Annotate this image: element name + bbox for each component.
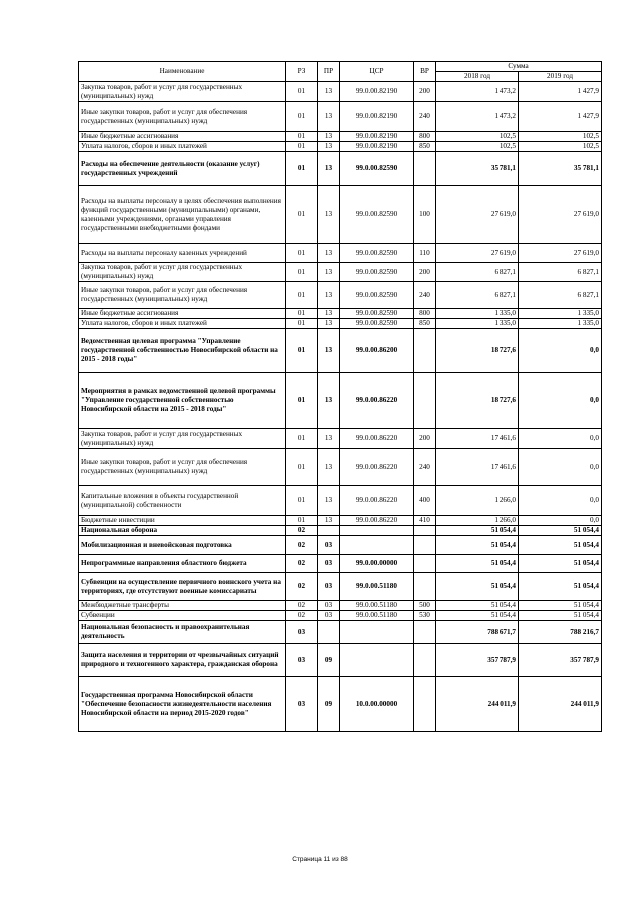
row-pr: 03	[318, 536, 340, 555]
table-row	[79, 611, 602, 621]
row-2019: 6 827,1	[519, 282, 602, 309]
row-csr: 99.0.00.82590	[340, 244, 414, 263]
row-2019: 1 427,9	[519, 82, 602, 102]
row-2018: 18 727,6	[436, 329, 519, 373]
row-2018: 27 619,0	[436, 244, 519, 263]
row-2019: 244 011,9	[519, 677, 602, 732]
row-vr	[414, 555, 436, 573]
row-vr	[414, 526, 436, 536]
row-2019: 51 054,4	[519, 573, 602, 601]
table-row	[79, 486, 602, 516]
row-name: Расходы на обеспечение деятельности (оказание услуг) государственных учреждений	[79, 152, 286, 186]
row-vr: 850	[414, 142, 436, 152]
table-row	[79, 516, 602, 526]
row-2018: 51 054,4	[436, 601, 519, 611]
row-rz: 01	[286, 186, 318, 244]
row-name: Защита населения и территории от чрезвычайных ситуаций природного и техногенного характера, гражданская оборона	[79, 644, 286, 677]
header-2019: 2019 год	[519, 72, 602, 82]
row-name: Расходы на выплаты персоналу казенных учреждений	[79, 244, 286, 263]
row-rz: 01	[286, 329, 318, 373]
table-row	[79, 429, 602, 449]
row-2018: 1 473,2	[436, 102, 519, 132]
table-row	[79, 573, 602, 601]
row-rz: 01	[286, 282, 318, 309]
row-2019: 1 335,0	[519, 319, 602, 329]
row-2018: 788 671,7	[436, 621, 519, 644]
row-vr: 800	[414, 132, 436, 142]
row-pr: 13	[318, 263, 340, 282]
row-rz: 03	[286, 621, 318, 644]
table-row	[79, 621, 602, 644]
row-2019: 51 054,4	[519, 601, 602, 611]
row-2018: 51 054,4	[436, 526, 519, 536]
header-sum: Сумма	[436, 62, 602, 72]
row-csr: 99.0.00.82190	[340, 142, 414, 152]
row-name: Иные бюджетные ассигнования	[79, 309, 286, 319]
row-rz: 01	[286, 516, 318, 526]
row-rz: 02	[286, 526, 318, 536]
row-2018: 1 266,0	[436, 516, 519, 526]
row-2018: 1 473,2	[436, 82, 519, 102]
row-name: Уплата налогов, сборов и иных платежей	[79, 142, 286, 152]
row-rz: 01	[286, 82, 318, 102]
row-csr: 10.0.00.00000	[340, 677, 414, 732]
table-row	[79, 152, 602, 186]
row-csr: 99.0.00.82590	[340, 309, 414, 319]
table-row	[79, 82, 602, 102]
row-2018: 17 461,6	[436, 429, 519, 449]
row-2019: 51 054,4	[519, 536, 602, 555]
row-vr: 100	[414, 186, 436, 244]
row-csr	[340, 644, 414, 677]
row-2018: 102,5	[436, 132, 519, 142]
row-name: Расходы на выплаты персоналу в целях обеспечения выполнения функций государственными (муниципальными) органами, казенными учреждениями, органами управления государственными внебюджетными фондами	[79, 186, 286, 244]
row-2019: 0,0	[519, 429, 602, 449]
row-csr: 99.0.00.82190	[340, 102, 414, 132]
row-2019: 1 335,0	[519, 309, 602, 319]
row-csr: 99.0.00.51180	[340, 573, 414, 601]
row-csr: 99.0.00.51180	[340, 611, 414, 621]
row-pr: 03	[318, 555, 340, 573]
row-pr: 13	[318, 186, 340, 244]
row-csr: 99.0.00.86220	[340, 486, 414, 516]
table-row	[79, 244, 602, 263]
table-row	[79, 132, 602, 142]
row-vr	[414, 677, 436, 732]
header-csr: ЦСР	[340, 62, 414, 82]
budget-table	[78, 61, 602, 732]
row-name: Иные закупки товаров, работ и услуг для обеспечения государственных (муниципальных) нужд	[79, 449, 286, 486]
row-name: Иные закупки товаров, работ и услуг для обеспечения государственных (муниципальных) нужд	[79, 102, 286, 132]
row-rz: 01	[286, 449, 318, 486]
row-2019: 0,0	[519, 373, 602, 429]
row-2018: 51 054,4	[436, 555, 519, 573]
row-vr: 240	[414, 449, 436, 486]
row-2019: 0,0	[519, 516, 602, 526]
row-csr: 99.0.00.82190	[340, 132, 414, 142]
row-name: Бюджетные инвестиции	[79, 516, 286, 526]
row-2019: 102,5	[519, 132, 602, 142]
row-pr: 13	[318, 244, 340, 263]
row-vr: 240	[414, 102, 436, 132]
row-2018: 51 054,4	[436, 536, 519, 555]
table-row	[79, 142, 602, 152]
row-2018: 17 461,6	[436, 449, 519, 486]
row-name: Закупка товаров, работ и услуг для государственных (муниципальных) нужд	[79, 429, 286, 449]
header-pr: ПР	[318, 62, 340, 82]
row-vr: 530	[414, 611, 436, 621]
row-2018: 51 054,4	[436, 611, 519, 621]
row-name: Непрограммные направления областного бюджета	[79, 555, 286, 573]
row-vr	[414, 644, 436, 677]
row-vr: 200	[414, 429, 436, 449]
row-2019: 35 781,1	[519, 152, 602, 186]
row-vr: 800	[414, 309, 436, 319]
row-csr	[340, 536, 414, 555]
row-rz: 02	[286, 555, 318, 573]
row-name: Национальная оборона	[79, 526, 286, 536]
header-2018: 2018 год	[436, 72, 519, 82]
row-name: Закупка товаров, работ и услуг для государственных (муниципальных) нужд	[79, 263, 286, 282]
row-csr: 99.0.00.86220	[340, 516, 414, 526]
row-rz: 01	[286, 263, 318, 282]
table-row	[79, 644, 602, 677]
row-2018: 1 266,0	[436, 486, 519, 516]
row-csr: 99.0.00.86220	[340, 449, 414, 486]
row-csr: 99.0.00.82590	[340, 186, 414, 244]
row-2019: 0,0	[519, 449, 602, 486]
table-row	[79, 677, 602, 732]
row-vr: 400	[414, 486, 436, 516]
row-pr: 13	[318, 102, 340, 132]
row-vr	[414, 152, 436, 186]
row-2019: 0,0	[519, 486, 602, 516]
row-2019: 27 619,0	[519, 244, 602, 263]
row-2018: 51 054,4	[436, 573, 519, 601]
row-csr	[340, 526, 414, 536]
table-row	[79, 102, 602, 132]
row-name: Уплата налогов, сборов и иных платежей	[79, 319, 286, 329]
table-body	[79, 82, 602, 732]
row-rz: 01	[286, 152, 318, 186]
row-name: Закупка товаров, работ и услуг для государственных (муниципальных) нужд	[79, 82, 286, 102]
row-2018: 35 781,1	[436, 152, 519, 186]
row-name: Мероприятия в рамках ведомственной целевой программы "Управление государственной собственностью Новосибирской области на 2015 - 2018 годы"	[79, 373, 286, 429]
row-vr: 200	[414, 263, 436, 282]
table-row	[79, 601, 602, 611]
row-pr: 13	[318, 142, 340, 152]
row-csr: 99.0.00.86220	[340, 373, 414, 429]
row-pr: 03	[318, 573, 340, 601]
table-row	[79, 282, 602, 309]
row-vr	[414, 621, 436, 644]
header-rz: РЗ	[286, 62, 318, 82]
row-pr: 13	[318, 329, 340, 373]
row-pr: 13	[318, 282, 340, 309]
row-csr: 99.0.00.82190	[340, 82, 414, 102]
row-2019: 1 427,9	[519, 102, 602, 132]
row-vr: 240	[414, 282, 436, 309]
row-name: Иные бюджетные ассигнования	[79, 132, 286, 142]
row-2019: 357 787,9	[519, 644, 602, 677]
row-pr: 03	[318, 601, 340, 611]
row-vr	[414, 329, 436, 373]
row-vr: 110	[414, 244, 436, 263]
row-vr: 410	[414, 516, 436, 526]
table-row	[79, 263, 602, 282]
row-rz: 01	[286, 244, 318, 263]
row-vr	[414, 373, 436, 429]
row-csr: 99.0.00.82590	[340, 319, 414, 329]
row-pr: 13	[318, 82, 340, 102]
row-csr: 99.0.00.51180	[340, 601, 414, 611]
row-rz: 01	[286, 373, 318, 429]
row-rz: 01	[286, 486, 318, 516]
row-pr: 13	[318, 516, 340, 526]
row-rz: 01	[286, 319, 318, 329]
row-pr: 13	[318, 486, 340, 516]
row-name: Ведомственная целевая программа "Управление государственной собственностью Новосибирской области на 2015 - 2018 годы"	[79, 329, 286, 373]
row-2019: 51 054,4	[519, 526, 602, 536]
row-pr: 13	[318, 373, 340, 429]
row-pr: 13	[318, 309, 340, 319]
row-name: Иные закупки товаров, работ и услуг для обеспечения государственных (муниципальных) нужд	[79, 282, 286, 309]
table-row	[79, 319, 602, 329]
row-2018: 1 335,0	[436, 309, 519, 319]
row-name: Субвенции на осуществление первичного воинского учета на территориях, где отсутствуют военные комиссариаты	[79, 573, 286, 601]
row-rz: 03	[286, 644, 318, 677]
row-2019: 6 827,1	[519, 263, 602, 282]
header-vr: ВР	[414, 62, 436, 82]
row-csr: 99.0.00.86220	[340, 429, 414, 449]
row-rz: 02	[286, 536, 318, 555]
table-row	[79, 329, 602, 373]
row-vr: 200	[414, 82, 436, 102]
row-name: Капитальные вложения в объекты государственной (муниципальной) собственности	[79, 486, 286, 516]
table-row	[79, 555, 602, 573]
row-2019: 788 216,7	[519, 621, 602, 644]
row-rz: 01	[286, 102, 318, 132]
row-2019: 102,5	[519, 142, 602, 152]
row-rz: 02	[286, 601, 318, 611]
row-2018: 357 787,9	[436, 644, 519, 677]
row-csr: 99.0.00.82590	[340, 152, 414, 186]
row-2019: 51 054,4	[519, 611, 602, 621]
row-csr: 99.0.00.82590	[340, 282, 414, 309]
row-rz: 02	[286, 573, 318, 601]
row-csr	[340, 621, 414, 644]
row-2018: 18 727,6	[436, 373, 519, 429]
row-vr: 500	[414, 601, 436, 611]
table-row	[79, 186, 602, 244]
table-row	[79, 309, 602, 319]
table-row	[79, 536, 602, 555]
table-row	[79, 526, 602, 536]
row-rz: 01	[286, 309, 318, 319]
row-vr	[414, 573, 436, 601]
row-vr	[414, 536, 436, 555]
row-rz: 01	[286, 142, 318, 152]
row-name: Мобилизационная и вневойсковая подготовка	[79, 536, 286, 555]
header-name: Наименование	[79, 62, 286, 82]
row-name: Государственная программа Новосибирской области "Обеспечение безопасности жизнедеятельности населения Новосибирской области на период 2015-2020 годов"	[79, 677, 286, 732]
row-name: Субвенции	[79, 611, 286, 621]
row-2018: 6 827,1	[436, 263, 519, 282]
table-row	[79, 373, 602, 429]
row-2018: 1 335,0	[436, 319, 519, 329]
row-2019: 0,0	[519, 329, 602, 373]
row-rz: 01	[286, 132, 318, 142]
row-pr	[318, 621, 340, 644]
row-rz: 02	[286, 611, 318, 621]
row-2018: 27 619,0	[436, 186, 519, 244]
row-name: Национальная безопасность и правоохранительная деятельность	[79, 621, 286, 644]
row-2019: 51 054,4	[519, 555, 602, 573]
row-pr	[318, 526, 340, 536]
row-2019: 27 619,0	[519, 186, 602, 244]
row-rz: 01	[286, 429, 318, 449]
row-pr: 13	[318, 319, 340, 329]
row-csr: 99.0.00.00000	[340, 555, 414, 573]
row-pr: 03	[318, 611, 340, 621]
row-2018: 244 011,9	[436, 677, 519, 732]
row-rz: 03	[286, 677, 318, 732]
page-footer: Страница 11 из 88	[292, 856, 348, 863]
row-pr: 13	[318, 429, 340, 449]
row-csr: 99.0.00.86200	[340, 329, 414, 373]
row-2018: 102,5	[436, 142, 519, 152]
table-row	[79, 449, 602, 486]
row-csr: 99.0.00.82590	[340, 263, 414, 282]
row-2018: 6 827,1	[436, 282, 519, 309]
row-pr: 09	[318, 677, 340, 732]
row-pr: 09	[318, 644, 340, 677]
row-vr: 850	[414, 319, 436, 329]
row-pr: 13	[318, 132, 340, 142]
row-pr: 13	[318, 152, 340, 186]
row-name: Межбюджетные трансферты	[79, 601, 286, 611]
row-pr: 13	[318, 449, 340, 486]
